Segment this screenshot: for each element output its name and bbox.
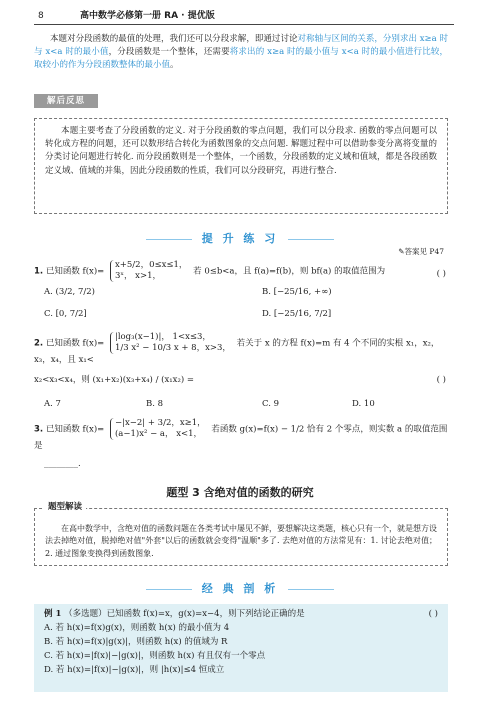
type-3-box <box>34 508 448 566</box>
type-3-label: 题型解读 <box>44 501 86 514</box>
answer-paren: ( ) <box>436 269 446 279</box>
example-box <box>34 604 448 692</box>
question-2: 2. 已知函数 f(x)= |log₃(x−1)|， 1<x≤3， 1/3 x² − 10/3 x + 8，x>3， 若关于 x 的方程 f(x)=m 有 4 个不同的实根 x₁，x₂，x₃，x₄，且 x₁< <box>34 332 440 366</box>
option-a: A. (3/2, 7/2) <box>44 287 95 297</box>
page-number: 8 <box>38 11 44 21</box>
question-2-line2: x₂<x₃<x₄，则 (x₁+x₂)(x₃+x₄) / (x₁x₂) = <box>34 375 194 385</box>
option-b: B. 8 <box>146 399 164 409</box>
option-b: B. [−25/16, +∞) <box>262 287 332 297</box>
book-title: 高中数学必修第一册 RA · 提优版 <box>80 11 215 21</box>
option-d: D. 10 <box>352 399 375 409</box>
piecewise-brace: −|x−2| + 3/2，x≥1， (a−1)x² − a， x<1， <box>110 418 206 440</box>
answer-paren: ( ) <box>436 375 446 385</box>
question-1: 1. 已知函数 f(x)= x+5/2，0≤x≤1， 3ˣ， x>1， 若 0≤b<a，且 f(a)=f(b)，则 bf(a) 的取值范围为 <box>34 260 386 282</box>
answer-blank: ________. <box>44 459 81 469</box>
question-3: 3. 已知函数 f(x)= −|x−2| + 3/2，x≥1， (a−1)x² − a， x<1， 若函数 g(x)=f(x) − 1/2 恰有 2 个零点，则实数 a 的取值范围是 <box>34 418 448 452</box>
piecewise-brace: |log₃(x−1)|， 1<x≤3， 1/3 x² − 10/3 x + 8，x>3， <box>110 332 231 354</box>
example-stem: 例 1 （多选题）已知函数 f(x)=x，g(x)=x−4，则下列结论正确的是 ( ) <box>44 608 438 622</box>
option-d: D. [−25/16, 7/2] <box>262 309 332 319</box>
option-a: A. 7 <box>44 399 61 409</box>
type-3-text: 在高中数学中，含绝对值的函数问题在各类考试中屡见不鲜，要想解决这类题，核心只有一个，就是想方设法去掉绝对值，脱掉绝对值"外套"以后的函数就会变得"温顺"多了. 去绝对值的方法常见有：1. 讨论去绝对值；2. 通过图象变换得到函数图象. <box>45 524 437 558</box>
option-c: C. [0, 7/2] <box>44 309 87 319</box>
option-d: D. 若 h(x)=|f(x)|−|g(x)|，则 |h(x)|≤4 恒成立 <box>44 665 225 675</box>
answer-paren: ( ) <box>428 609 438 619</box>
option-b: B. 若 h(x)=f(x)|g(x)|，则函数 h(x) 的值域为 R <box>44 637 228 647</box>
reflection-box <box>34 118 448 214</box>
option-c: C. 若 h(x)=|f(x)|−|g(x)|，则函数 h(x) 有且仅有一个零点 <box>44 651 266 661</box>
pencil-icon: ✎ <box>398 247 405 256</box>
page-header <box>34 8 454 25</box>
highlight-2: 将求出的 x≥a 时的最小值与 x<a 时的最小值进行比较，取较小的作为分段函数整体的最小值 <box>34 47 448 71</box>
intro-paragraph: 本题对分段函数的最值的处理，我们还可以分段求解，即通过讨论对称轴与区间的关系，分别求出 x≥a 时与 x<a 时的最小值，分段函数是一个整体，还需要将求出的 x≥a 时的最小值与 x<a 时的最小值进行比较，取较小的作为分段函数整体的最小值。 <box>34 34 448 71</box>
reflection-label: 解后反思 <box>34 94 98 108</box>
answer-reference: ✎答案见 P47 <box>398 247 444 256</box>
piecewise-brace: x+5/2，0≤x≤1， 3ˣ， x>1， <box>110 260 187 282</box>
type-3-title: 题型 3 含绝对值的函数的研究 <box>166 486 314 499</box>
option-a: A. 若 h(x)=f(x)g(x)，则函数 h(x) 的最小值为 4 <box>44 623 230 633</box>
reflection-text: 本题主要考查了分段函数的定义. 对于分段函数的零点问题，我们可以分段求. 函数的零点问题可以转化成方程的问题，还可以数形结合转化为函数图象的交点问题. 解题过程中可以借助参变分离将变量的分类讨论问题进行转化. 而分段函数则是一个整体，一个函数，分段函数的定义域和值域，都是各段函数定义域、值域的并集，因此分段函数的性质，我们可以分段研究，再进行整合. <box>45 126 437 176</box>
highlight-1: 对称轴与区间的关系，分别求出 x≥a 时与 x<a 时的最小值 <box>34 34 448 58</box>
practice-title: 提 升 练 习 <box>0 230 480 247</box>
classic-title: 经 典 剖 析 <box>0 580 480 597</box>
option-c: C. 9 <box>262 399 280 409</box>
